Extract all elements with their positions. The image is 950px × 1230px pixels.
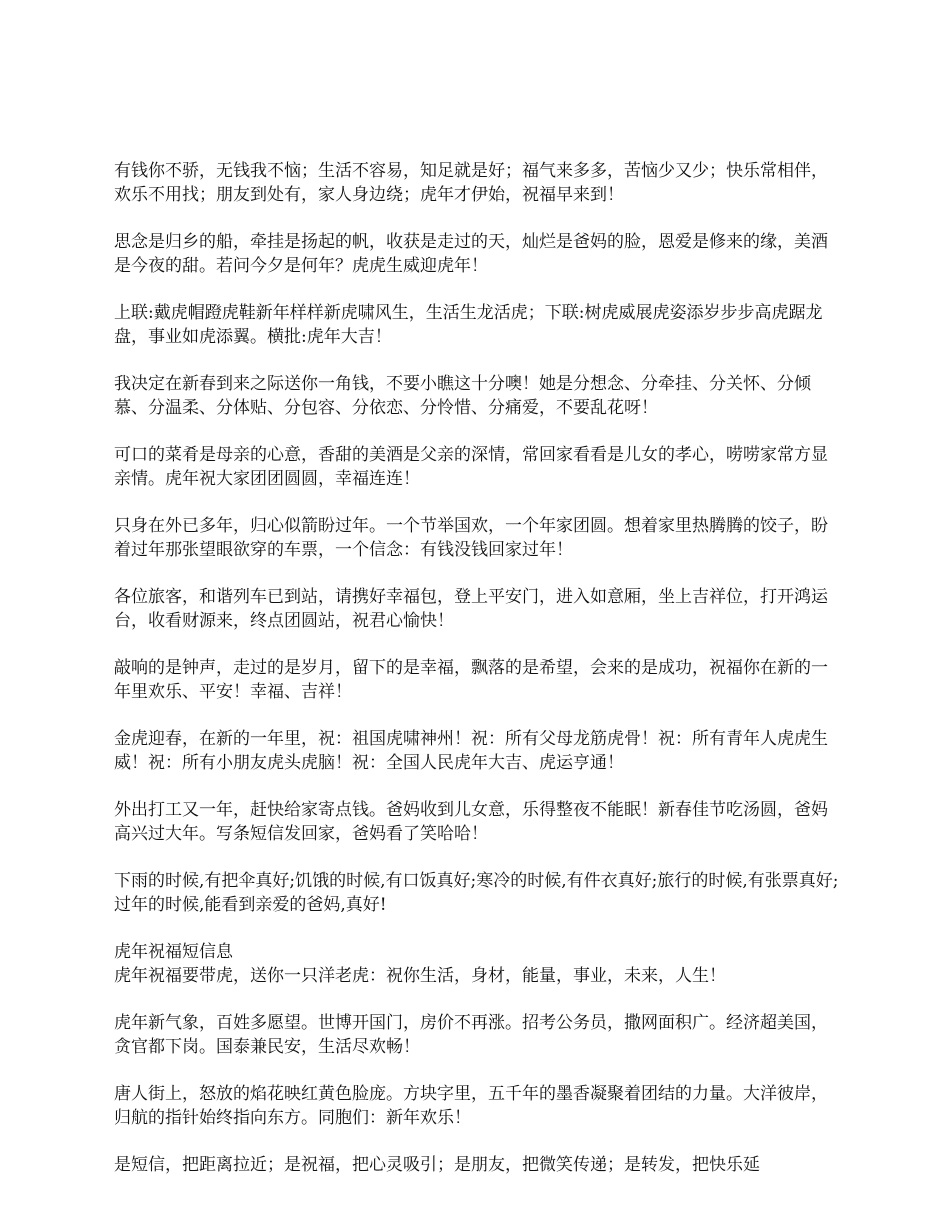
paragraph: 各位旅客，和谐列车已到站，请携好幸福包，登上平安门，进入如意厢，坐上吉祥位，打开鸿运台，收看财源来，终点团圆站，祝君心愉快！ bbox=[114, 587, 828, 631]
paragraph: 可口的菜肴是母亲的心意，香甜的美酒是父亲的深情，常回家看看是儿女的孝心，唠唠家常方显亲情。虎年祝大家团团圆圆，幸福连连！ bbox=[114, 445, 828, 489]
paragraph: 上联:戴虎帽蹬虎鞋新年样样新虎啸风生，生活生龙活虎；下联:树虎威展虎姿添岁步步高虎踞龙盘，事业如虎添翼。横批:虎年大吉！ bbox=[114, 303, 823, 347]
paragraph: 有钱你不骄，无钱我不恼；生活不容易，知足就是好；福气来多多，苦恼少又少；快乐常相伴，欢乐不用找；朋友到处有，家人身边绕；虎年才伊始，祝福早来到！ bbox=[114, 161, 828, 205]
paragraph: 外出打工又一年，赶快给家寄点钱。爸妈收到儿女意，乐得整夜不能眠！新春佳节吃汤圆，爸妈高兴过大年。写条短信发回家，爸妈看了笑哈哈！ bbox=[114, 800, 828, 844]
paragraph: 唐人街上，怒放的焰花映红黄色脸庞。方块字里，五千年的墨香凝聚着团结的力量。大洋彼岸，归航的指针始终指向东方。同胞们：新年欢乐！ bbox=[114, 1084, 828, 1128]
paragraph: 我决定在新春到来之际送你一角钱，不要小瞧这十分噢！她是分想念、分牵挂、分关怀、分倾慕、分温柔、分体贴、分包容、分依恋、分怜惜、分痛爱，不要乱花呀！ bbox=[114, 374, 811, 418]
paragraph: 是短信，把距离拉近；是祝福，把心灵吸引；是朋友，把微笑传递；是转发，把快乐延 bbox=[114, 1155, 760, 1175]
document-page bbox=[114, 159, 844, 1200]
paragraph: 下雨的时候,有把伞真好;饥饿的时候,有口饭真好;寒冷的时候,有件衣真好;旅行的时候,有张票真好;过年的时候,能看到亲爱的爸妈,真好! bbox=[114, 871, 839, 915]
paragraph: 虎年新气象，百姓多愿望。世博开国门，房价不再涨。招考公务员，撒网面积广。经济超美国，贪官都下岗。国泰兼民安，生活尽欢畅！ bbox=[114, 1013, 828, 1057]
paragraph: 金虎迎春，在新的一年里，祝：祖国虎啸神州！祝：所有父母龙筋虎骨！祝：所有青年人虎虎生威！祝：所有小朋友虎头虎脑！祝：全国人民虎年大吉、虎运亨通！ bbox=[114, 729, 828, 773]
paragraph: 只身在外已多年，归心似箭盼过年。一个节举国欢，一个年家团圆。想着家里热腾腾的饺子，盼着过年那张望眼欲穿的车票，一个信念：有钱没钱回家过年！ bbox=[114, 516, 828, 560]
paragraph: 思念是归乡的船，牵挂是扬起的帆，收获是走过的天，灿烂是爸妈的脸，恩爱是修来的缘，美酒是今夜的甜。若问今夕是何年？虎虎生威迎虎年！ bbox=[114, 232, 828, 276]
paragraph: 虎年祝福要带虎，送你一只洋老虎：祝你生活，身材，能量，事业，未来，人生！ bbox=[114, 966, 726, 986]
section-heading: 虎年祝福短信息 bbox=[114, 942, 233, 962]
paragraph: 敲响的是钟声，走过的是岁月，留下的是幸福，飘落的是希望，会来的是成功，祝福你在新的一年里欢乐、平安！幸福、吉祥！ bbox=[114, 658, 828, 702]
